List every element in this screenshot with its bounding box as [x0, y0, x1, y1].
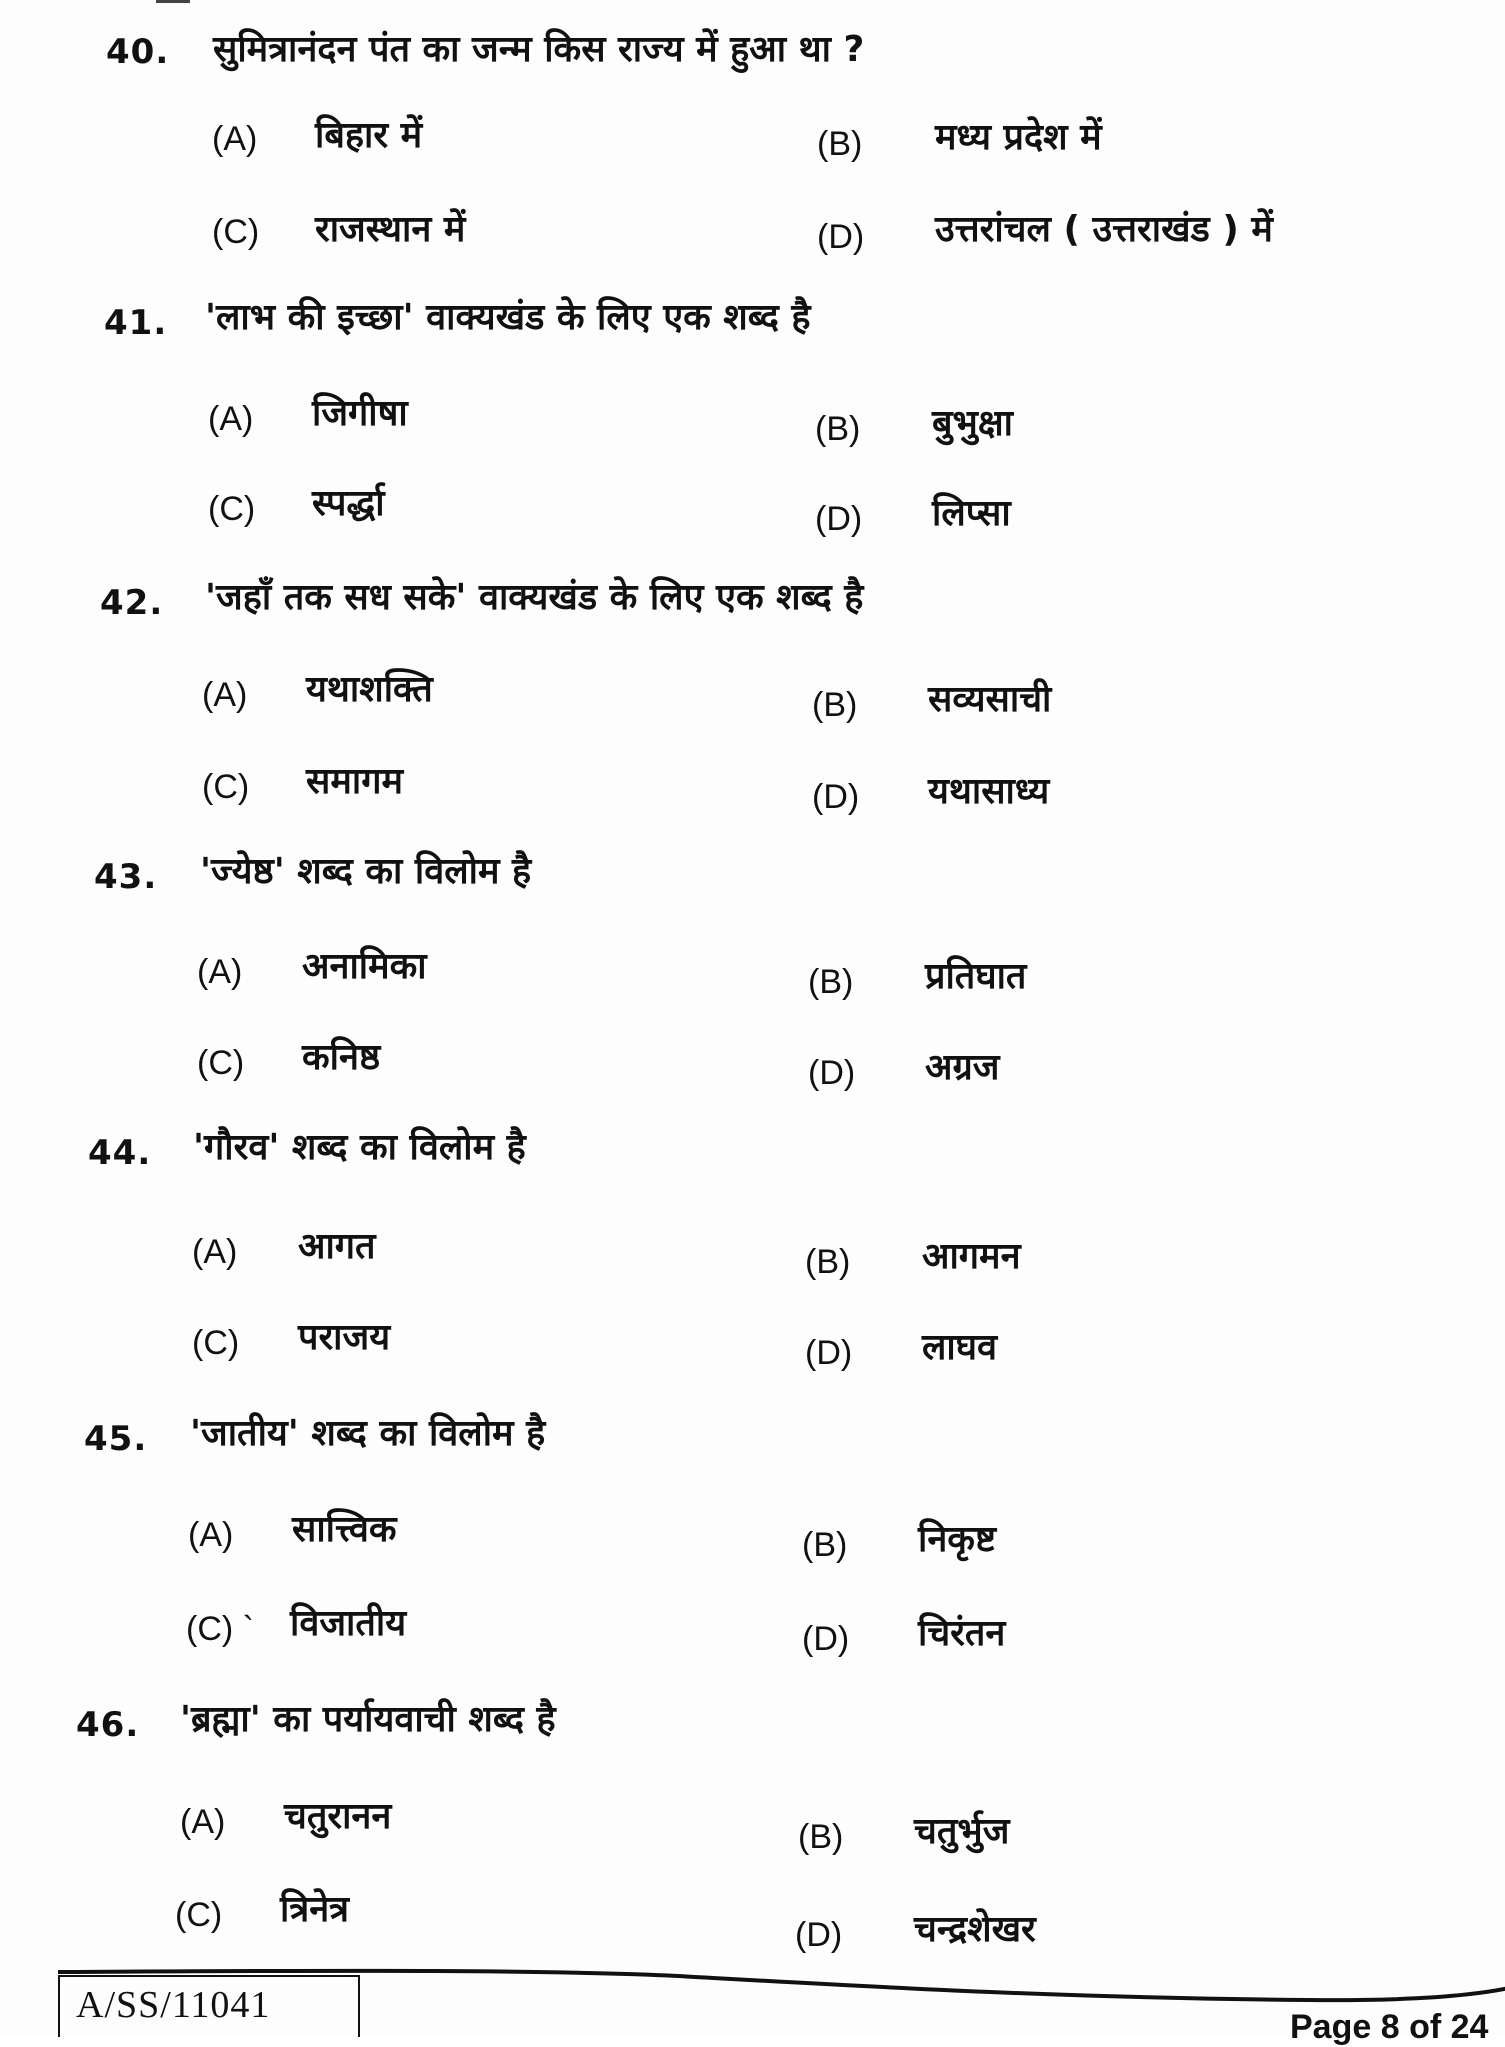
option-label-b: (B) [802, 1526, 848, 1564]
option-text-b[interactable]: आगमन [922, 1236, 1021, 1277]
option-label-d: (D) [795, 1916, 843, 1954]
option-text-d[interactable]: उत्तरांचल ( उत्तराखंड ) में [935, 209, 1273, 250]
question-number: 41. [104, 303, 168, 343]
option-text-a[interactable]: जिगीषा [312, 393, 408, 434]
question-text: 'ज्येष्ठ' शब्द का विलोम है [200, 851, 532, 892]
paper-code-box: A/SS/11041 [58, 1975, 360, 2037]
option-label-a: (A) [197, 953, 243, 991]
option-label-c: (C) [202, 768, 250, 806]
option-label-c: (C) [197, 1044, 245, 1082]
option-text-c[interactable]: कनिष्ठ [302, 1037, 381, 1078]
option-label-b: (B) [808, 963, 854, 1001]
option-label-a: (A) [208, 400, 254, 438]
option-label-c: (C) [212, 213, 260, 251]
option-text-c[interactable]: पराजय [298, 1317, 391, 1358]
question-number: 42. [100, 583, 164, 623]
question-text: 'गौरव' शब्द का विलोम है [193, 1127, 526, 1168]
option-text-a[interactable]: चतुरानन [284, 1796, 392, 1837]
option-label-d: (D) [812, 778, 860, 816]
scan-artifact-mark [156, 0, 190, 3]
option-text-b[interactable]: प्रतिघात [925, 956, 1027, 997]
option-text-d[interactable]: अग्रज [925, 1047, 1000, 1088]
option-text-d[interactable]: चिरंतन [918, 1613, 1006, 1654]
option-label-b: (B) [812, 686, 858, 724]
option-label-d: (D) [817, 218, 865, 256]
option-text-a[interactable]: बिहार में [315, 115, 423, 156]
option-text-b[interactable]: निकृष्ट [918, 1519, 996, 1560]
option-text-c[interactable]: विजातीय [290, 1603, 407, 1644]
question-text: 'ब्रह्मा' का पर्यायवाची शब्द है [180, 1699, 556, 1740]
question-number: 43. [94, 857, 158, 897]
option-label-c: (C) [208, 490, 256, 528]
option-text-d[interactable]: लाघव [922, 1327, 998, 1368]
option-label-a: (A) [202, 676, 248, 714]
question-number: 46. [76, 1705, 140, 1745]
option-text-b[interactable]: सव्यसाची [928, 679, 1052, 720]
option-label-d: (D) [808, 1054, 856, 1092]
page-number: Page 8 of 24 [1290, 2008, 1489, 2046]
option-text-c[interactable]: त्रिनेत्र [280, 1889, 350, 1930]
option-text-a[interactable]: यथाशक्ति [306, 669, 433, 710]
option-label-c: (C) [175, 1896, 223, 1934]
question-text: 'जातीय' शब्द का विलोम है [190, 1413, 546, 1454]
option-text-d[interactable]: यथासाध्य [928, 771, 1050, 812]
question-text: सुमित्रानंदन पंत का जन्म किस राज्य में हुआ था ? [213, 29, 865, 70]
option-text-c[interactable]: समागम [306, 761, 403, 802]
option-label-c: (C) [192, 1324, 240, 1362]
option-label-c: (C) ` [186, 1610, 254, 1648]
option-label-b: (B) [817, 125, 863, 163]
option-label-d: (D) [815, 500, 863, 538]
option-label-d: (D) [805, 1334, 853, 1372]
option-text-c[interactable]: स्पर्द्धा [312, 483, 385, 524]
option-text-a[interactable]: आगत [298, 1226, 376, 1267]
question-text: 'लाभ की इच्छा' वाक्यखंड के लिए एक शब्द है [205, 297, 811, 338]
option-text-b[interactable]: मध्य प्रदेश में [935, 117, 1102, 158]
question-number: 44. [88, 1133, 152, 1173]
option-label-a: (A) [192, 1233, 238, 1271]
question-number: 45. [84, 1419, 148, 1459]
option-text-b[interactable]: चतुर्भुज [914, 1811, 1010, 1852]
option-text-c[interactable]: राजस्थान में [315, 209, 466, 250]
option-label-b: (B) [815, 410, 861, 448]
option-label-a: (A) [212, 120, 258, 158]
question-number: 40. [106, 32, 170, 72]
question-text: 'जहाँ तक सध सके' वाक्यखंड के लिए एक शब्द है [205, 577, 864, 618]
option-text-a[interactable]: अनामिका [302, 946, 427, 987]
option-label-d: (D) [802, 1620, 850, 1658]
option-label-a: (A) [188, 1516, 234, 1554]
option-label-a: (A) [180, 1803, 226, 1841]
option-text-b[interactable]: बुभुक्षा [932, 403, 1014, 444]
option-text-a[interactable]: सात्त्विक [292, 1509, 397, 1550]
option-label-b: (B) [805, 1243, 851, 1281]
option-text-d[interactable]: चन्द्रशेखर [914, 1909, 1036, 1950]
option-label-b: (B) [798, 1818, 844, 1856]
option-text-d[interactable]: लिप्सा [932, 493, 1011, 534]
